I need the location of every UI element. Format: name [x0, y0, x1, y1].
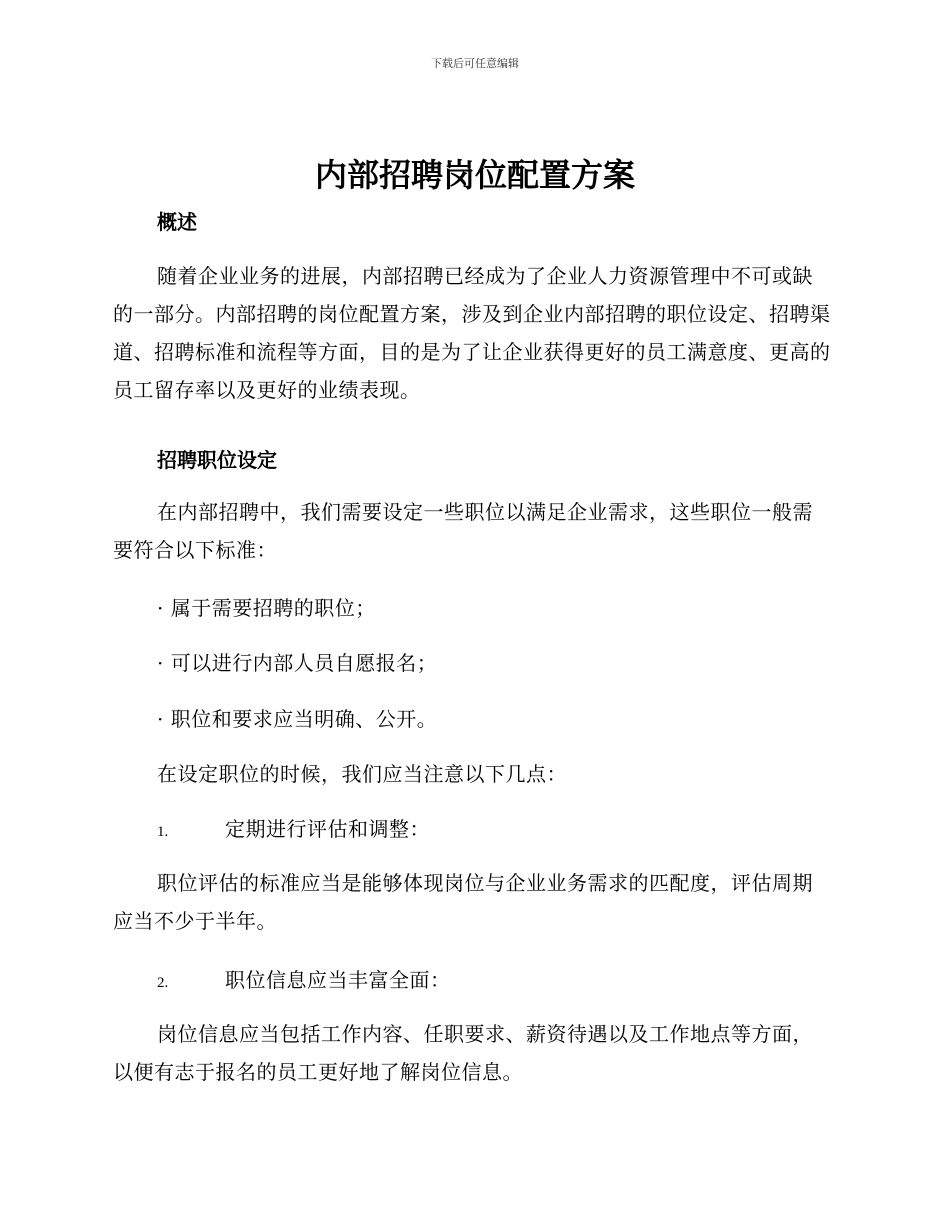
bullet-item: · 职位和要求应当明确、公开。 — [157, 707, 438, 731]
numbered-item — [157, 966, 451, 997]
item-detail-paragraph: 岗位信息应当包括工作内容、任职要求、薪资待遇以及工作地点等方面，以便有志于报名的员工更好地了解岗位信息。 — [113, 1022, 813, 1084]
bullet-item: · 可以进行内部人员自愿报名； — [157, 651, 438, 675]
overview-paragraph: 随着企业业务的进展，内部招聘已经成为了企业人力资源管理中不可或缺的一部分。内部招聘的岗位配置方案，涉及到企业内部招聘的职位设定、招聘渠道、招聘标准和流程等方面，目的是为了让企业获得更好的员工满意度、更高的员工留存率以及更好的业绩表现。 — [113, 264, 831, 402]
positions-intro-paragraph: 在内部招聘中，我们需要设定一些职位以满足企业需求，这些职位一般需要符合以下标准： — [113, 500, 813, 562]
document-title: 内部招聘岗位配置方案 — [314, 156, 635, 194]
item-title: 职位信息应当丰富全面： — [225, 968, 451, 992]
numbered-item — [157, 815, 430, 846]
notice-intro: 在设定职位的时候，我们应当注意以下几点： — [157, 762, 567, 786]
item-number: 1. — [157, 824, 169, 840]
bullet-item: · 属于需要招聘的职位； — [157, 596, 376, 620]
item-number: 2. — [157, 975, 169, 991]
section-heading-positions: 招聘职位设定 — [157, 448, 277, 472]
page-header-note: 下载后可任意编辑 — [431, 57, 519, 70]
section-heading-overview: 概述 — [157, 210, 197, 234]
item-detail-paragraph: 职位评估的标准应当是能够体现岗位与企业业务需求的匹配度，评估周期应当不少于半年。 — [113, 871, 813, 933]
item-title: 定期进行评估和调整： — [225, 817, 430, 841]
